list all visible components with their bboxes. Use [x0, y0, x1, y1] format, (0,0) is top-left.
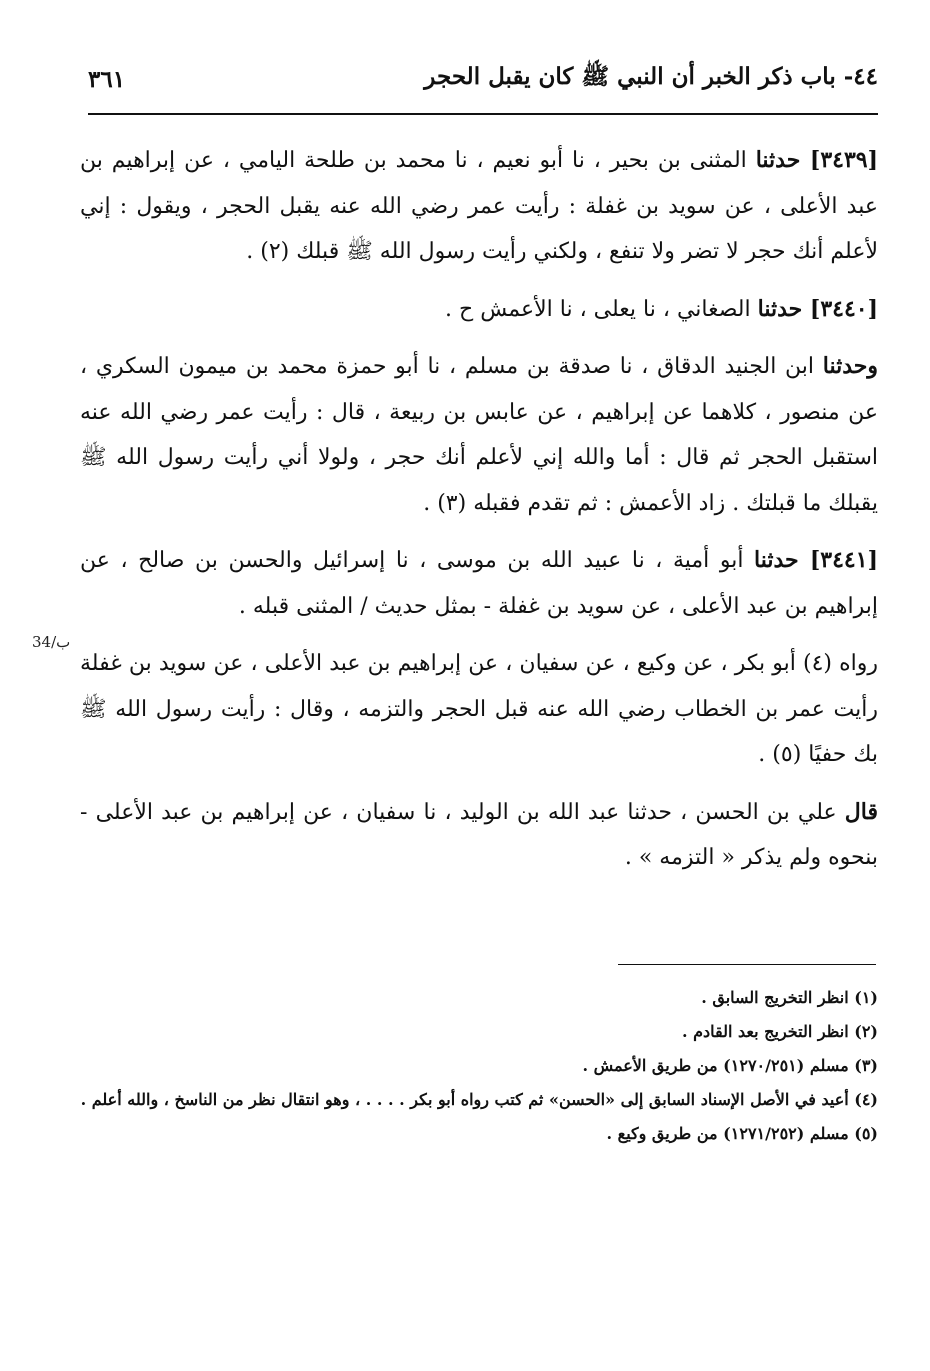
running-header — [88, 56, 878, 102]
hadith-body: الصغاني ، نا يعلى ، نا الأعمش ح . — [445, 296, 758, 322]
header-divider — [88, 113, 878, 115]
hadith-3440-second-chain — [80, 344, 878, 526]
page-number: ٣٦١ — [88, 65, 126, 93]
chapter-title: ٤٤- باب ذكر الخبر أن النبي ﷺ كان يقبل الحجر — [424, 63, 878, 90]
hadith-lead: قال — [844, 798, 878, 825]
hadith-3441 — [80, 538, 878, 629]
manuscript-folio-note: 34/ب — [32, 633, 71, 651]
footnote-1: (١) انظر التخريج السابق . — [701, 988, 878, 1007]
hadith-body: المثنى بن بحير ، نا أبو نعيم ، نا محمد بن طلحة اليامي ، عن إبراهيم بن عبد الأعلى ، عن سويد بن غفلة : رأيت عمر رضي الله عنه يقبل الحجر ، ويقول : إني لأعلم أنك حجر لا تضر ولا تنفع ، ولكني رأيت رسول الله ﷺ قبلك (٢) . — [80, 148, 878, 264]
footnote-3: (٣) مسلم (١٢٧٠/٢٥١) من طريق الأعمش . — [582, 1056, 878, 1075]
hadith-lead: وحدثنا — [822, 353, 878, 379]
footnote-2: (٢) انظر التخريج بعد القادم . — [682, 1022, 878, 1041]
narration-ali-ibn-al-hasan — [80, 790, 878, 881]
footnote-divider — [618, 964, 876, 965]
hadith-lead: [٣٤٤١] حدثنا — [754, 547, 878, 573]
hadith-3440 — [80, 287, 878, 333]
hadith-body: ابن الجنيد الدقاق ، نا صدقة بن مسلم ، نا أبو حمزة محمد بن ميمون السكري ، عن منصور ، كلاهما عن إبراهيم ، عن عابس بن ربيعة ، قال : رأيت عمر رضي الله عنه استقبل الحجر ثم قال : أما والله إني لأعلم أنك حجر ، ولولا أني رأيت رسول الله ﷺ يقبلك ما قبلتك . زاد الأعمش : ثم تقدم فقبله (٣) . — [80, 354, 878, 516]
hadith-lead: [٣٤٤٠] حدثنا — [757, 295, 878, 322]
hadith-body: علي بن الحسن ، حدثنا عبد الله بن الوليد ، نا سفيان ، عن إبراهيم بن عبد الأعلى - بنحوه ولم يذكر « التزمه » . — [80, 799, 878, 870]
footnotes — [80, 981, 878, 1151]
hadith-3439 — [80, 138, 878, 275]
main-text — [80, 138, 878, 893]
narration-abu-bakr — [80, 641, 878, 778]
hadith-body: أبو أمية ، نا عبيد الله بن موسى ، نا إسرائيل والحسن بن صالح ، عن إبراهيم بن عبد الأعلى ، عن سويد بن غفلة - بمثل حديث / المثنى قبله . — [80, 548, 878, 619]
footnote-5: (٥) مسلم (١٢٧١/٢٥٢) من طريق وكيع . — [606, 1124, 878, 1143]
hadith-lead: [٣٤٣٩] حدثنا — [755, 147, 878, 173]
footnote-4: (٤) أعيد في الأصل الإسناد السابق إلى «الحسن» ثم كتب رواه أبو بكر . . . . ، وهو انتقال نظر من الناسخ ، والله أعلم . — [80, 1090, 878, 1109]
hadith-body: رواه (٤) أبو بكر ، عن وكيع ، عن سفيان ، عن إبراهيم بن عبد الأعلى ، عن سويد بن غفلة رأيت عمر بن الخطاب رضي الله عنه قبل الحجر والتزمه ، وقال : رأيت رسول الله ﷺ بك حفيًا (٥) . — [80, 651, 878, 767]
